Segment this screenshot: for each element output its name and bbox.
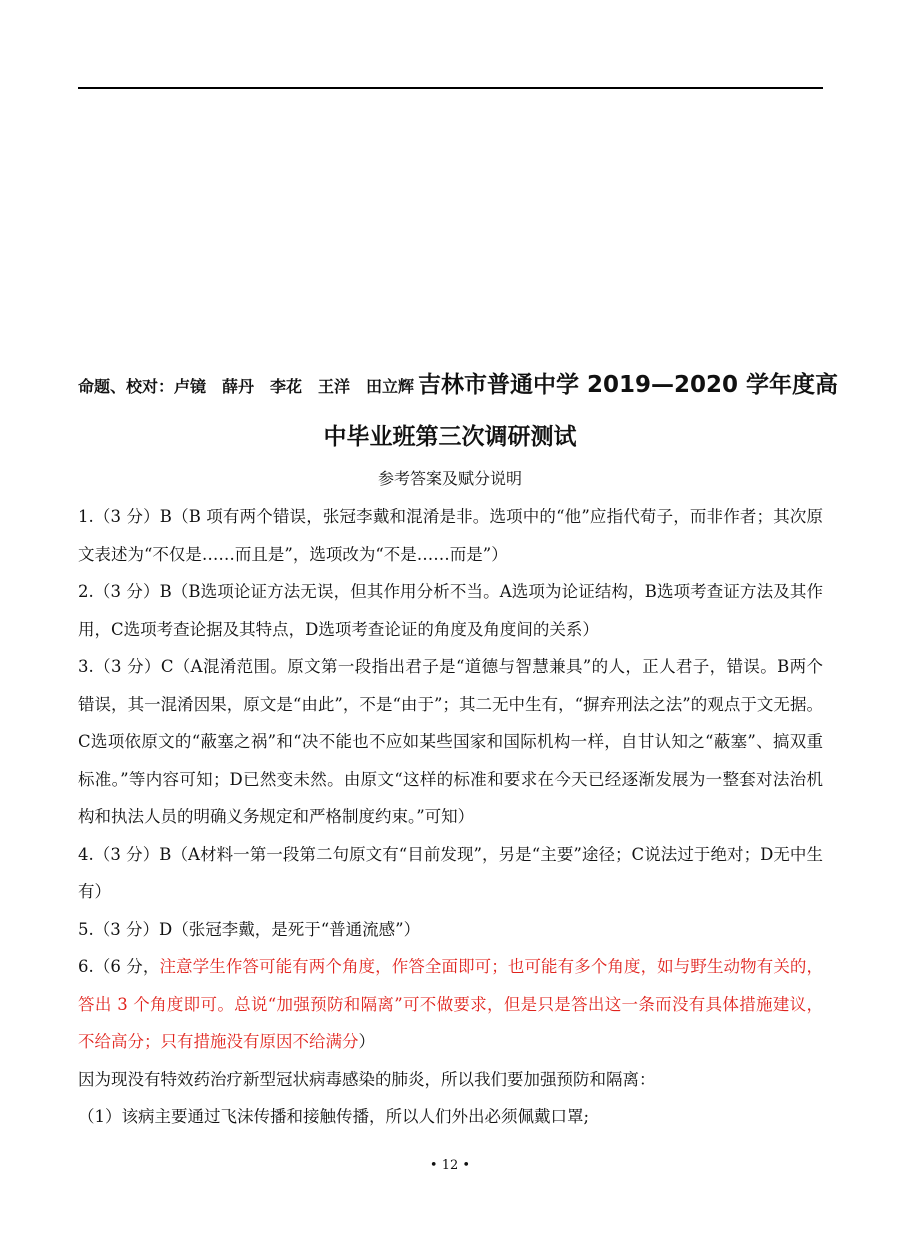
- answer-q6-item1: （1）该病主要通过飞沫传播和接触传播，所以人们外出必须佩戴口罩;: [78, 1107, 590, 1126]
- answer-q2: 2.（3 分）B（B选项论证方法无误，但其作用分析不当。A选项为论证结构，B选项考查证方法及其作用，C选项考查论据及其特点，D选项考查论证的角度及角度间的关系）: [78, 582, 823, 639]
- answer-q6-prefix: 6.（6 分，: [78, 957, 160, 976]
- header-line: [78, 366, 839, 399]
- top-rule: [78, 87, 823, 89]
- credits-line: 命题、校对：卢镜 薛丹 李花 王洋 田立辉: [78, 377, 415, 396]
- answer-q6-suffix: ）: [358, 1032, 375, 1051]
- answer-q4: 4.（3 分）B（A材料一第一段第二句原文有“目前发现”，另是“主要”途径；C说法过于绝对；D无中生有）: [78, 844, 823, 901]
- answer-q1: 1.（3 分）B（B 项有两个错误，张冠李戴和混淆是非。选项中的“他”应指代荀子，而非作者；其次原文表述为“不仅是……而且是”，选项改为“不是……而是”）: [78, 507, 823, 564]
- answer-q3: 3.（3 分）C（A混淆范围。原文第一段指出君子是“道德与智慧兼具”的人，正人君子，错误。B两个错误，其一混淆因果，原文是“由此”，不是“由于”；其二无中生有，“摒弃刑法之法”的观点于文无据。C选项依原文的“蔽塞之祸”和“决不能也不应如某些国家和国际机构一样，自甘认知之“蔽塞”、搞双重标准。”等内容可知；D已然变未然。由原文“这样的标准和要求在今天已经逐渐发展为一整套对法治机构和执法人员的明确义务规定和严格制度约束。”可知）: [78, 657, 823, 826]
- exam-title-part2: 中毕业班第三次调研测试: [323, 424, 577, 450]
- answer-q6-grading-note: 注意学生作答可能有两个角度，作答全面即可；也可能有多个角度，如与野生动物有关的，答出 3 个角度即可。总说“加强预防和隔离”可不做要求，但是只是答出这一条而没有具体措施建议，不给高分；只有措施没有原因不给满分: [78, 957, 823, 1051]
- answer-body: [78, 498, 823, 1136]
- page-number: • 12 •: [429, 1158, 471, 1173]
- answer-q6: [78, 948, 823, 1061]
- exam-title-part1: 吉林市普通中学 2019—2020 学年度高: [418, 372, 839, 398]
- exam-subtitle: 参考答案及赋分说明: [377, 469, 522, 488]
- answer-q5: 5.（3 分）D（张冠李戴，是死于“普通流感”）: [78, 919, 421, 939]
- answer-q6-intro: 因为现没有特效药治疗新型冠状病毒感染的肺炎，所以我们要加强预防和隔离：: [78, 1069, 656, 1089]
